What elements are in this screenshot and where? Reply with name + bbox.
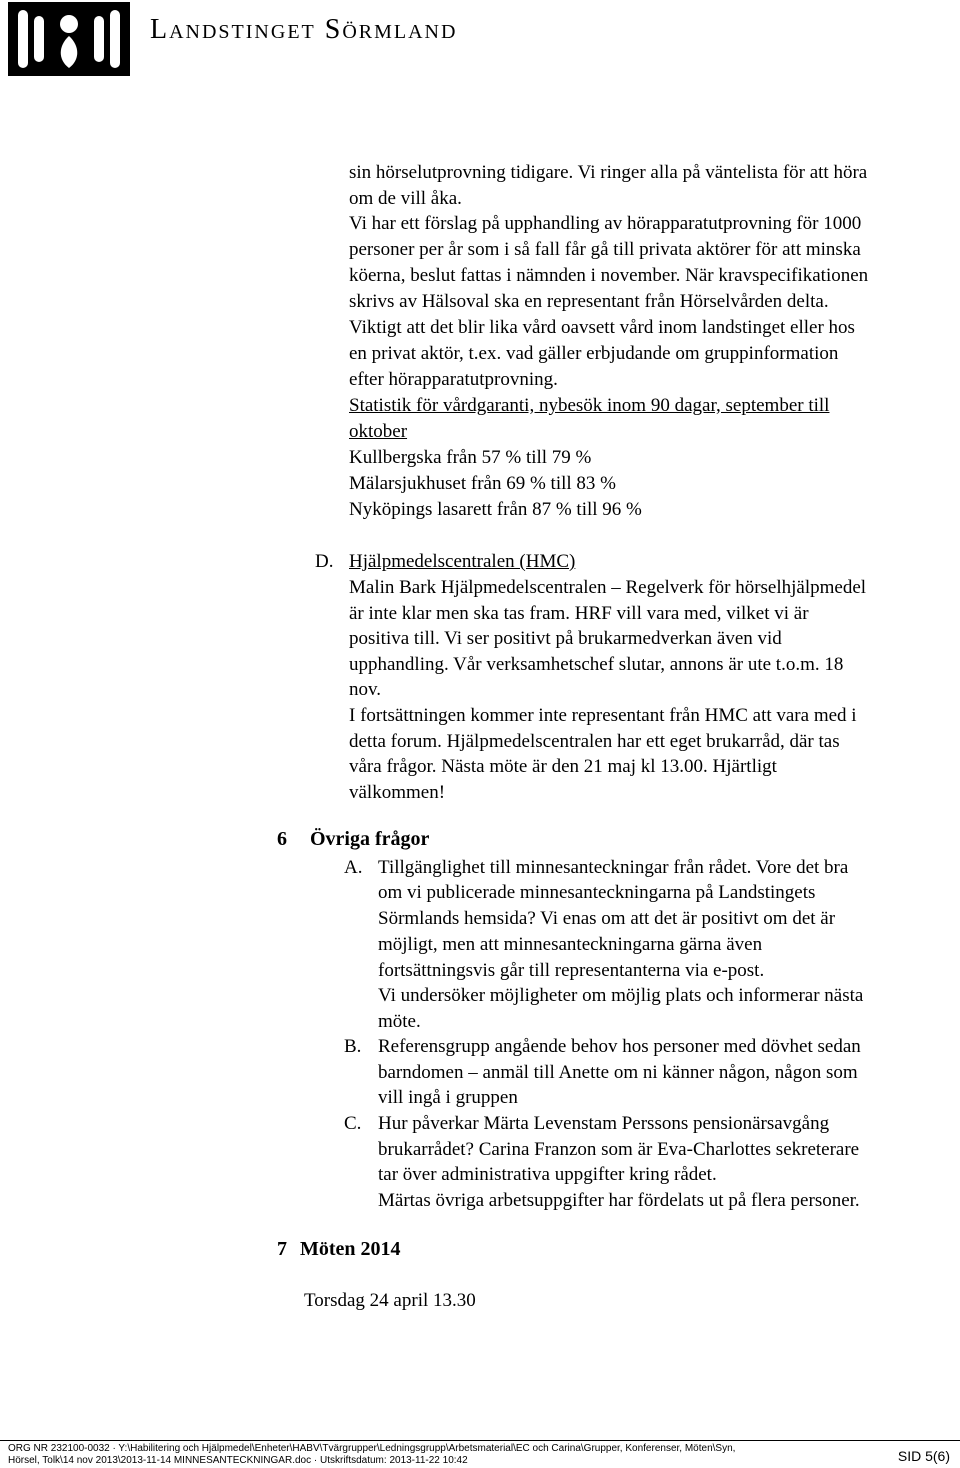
body-line: våra frågor. Nästa möte är den 21 maj kl 13.00. Hjärtligt [349,756,777,777]
item-letter: A. [344,857,363,878]
body-line: positiva till. Vi ser positivt på brukarmedverkan även vid [349,628,782,649]
item-letter: D. [315,551,334,572]
statistics-heading: Statistik för vårdgaranti, nybesök inom 90 dagar, september till [349,395,830,416]
body-line: Referensgrupp angående behov hos personer med dövhet sedan [378,1036,861,1057]
section-title: Övriga frågor [310,828,430,850]
body-line: om vi publicerade minnesanteckningarna på Landstingets [378,882,816,903]
body-line: möjligt, men att minnesanteckningarna gärna även [378,934,763,955]
body-line: barndomen – anmäl till Anette om ni känner någon, någon som [378,1062,858,1083]
body-line: upphandling. Vår verksamhetschef slutar, annons är ute t.o.m. 18 [349,654,844,675]
body-line: Märtas övriga arbetsuppgifter har fördelats ut på flera personer. [378,1190,860,1211]
body-line: efter hörapparatutprovning. [349,369,558,390]
item-letter: C. [344,1113,362,1134]
body-line: skrivs av Hälsoval ska en representant från Hörselvården delta. [349,291,829,312]
body-line: Vi har ett förslag på upphandling av hörapparatutprovning för 1000 [349,213,862,234]
section-title: Möten 2014 [300,1238,401,1260]
body-line: Hur påverkar Märta Levenstam Perssons pensionärsavgång [378,1113,830,1134]
org-name: Landstinget Sörmland [150,14,458,45]
section-d-title: Hjälpmedelscentralen (HMC) [349,551,576,572]
statistics-heading: oktober [349,421,408,442]
page-number: SID 5(6) [897,1448,950,1464]
footer-line: ORG NR 232100-0032 · Y:\Habilitering och Hjälpmedel\Enheter\HABV\Tvärgrupper\Ledningsgrupp\Arbetsmaterial\EC och Carina\Grupper, Konferenser, Möten\Syn, [8,1443,736,1454]
body-line: Malin Bark Hjälpmedelscentralen – Regelverk för hörselhjälpmedel [349,577,867,598]
body-line: Viktigt att det blir lika vård oavsett vård inom landstinget eller hos [349,317,855,338]
body-line: brukarrådet? Carina Franzon som är Eva-Charlottes sekreterare [378,1139,860,1160]
section-number: 6 [277,828,287,850]
footer-divider [0,1440,960,1441]
footer [8,1443,858,1467]
body-line: Vi undersöker möjligheter om möjlig plats och informerar nästa [378,985,864,1006]
body-line: personer per år som i så fall får gå till privata aktörer för att minska [349,239,861,260]
body-line: nov. [349,679,382,700]
body-line: möte. [378,1011,421,1032]
statistics-line: Mälarsjukhuset från 69 % till 83 % [349,473,617,494]
crown-logo-icon [8,2,130,76]
body-line: Tillgänglighet till minnesanteckningar från rådet. Vore det bra [378,857,849,878]
body-line: Sörmlands hemsida? Vi enas om att det är positivt om det är [378,908,836,929]
body-line: tar över administrativa uppgifter kring rådet. [378,1164,717,1185]
body-line: I fortsättningen kommer inte representant från HMC att vara med i [349,705,857,726]
body-line: vill ingå i gruppen [378,1087,518,1108]
body-line: en privat aktör, t.ex. vad gäller erbjudande om gruppinformation [349,343,839,364]
body-line: fortsättningsvis går till representanterna via e-post. [378,960,765,981]
meeting-date: Torsdag 24 april 13.30 [304,1290,476,1311]
body-line: om de vill åka. [349,188,462,209]
body-line: välkommen! [349,782,446,803]
section-number: 7 [277,1238,287,1260]
footer-line: Hörsel, Tolk\14 nov 2013\2013-11-14 MINNESANTECKNINGAR.doc · Utskriftsdatum: 2013-11-22 10:42 [8,1455,468,1466]
body-line: detta forum. Hjälpmedelscentralen har ett eget brukarråd, där tas [349,731,840,752]
item-letter: B. [344,1036,362,1057]
body-line: köerna, beslut fattas i nämnden i november. När kravspecifikationen [349,265,869,286]
body-line: är inte klar men ska tas fram. HRF vill vara med, vilket vi är [349,603,809,624]
statistics-line: Kullbergska från 57 % till 79 % [349,447,592,468]
statistics-line: Nyköpings lasarett från 87 % till 96 % [349,499,642,520]
body-line: sin hörselutprovning tidigare. Vi ringer alla på väntelista för att höra [349,162,868,183]
